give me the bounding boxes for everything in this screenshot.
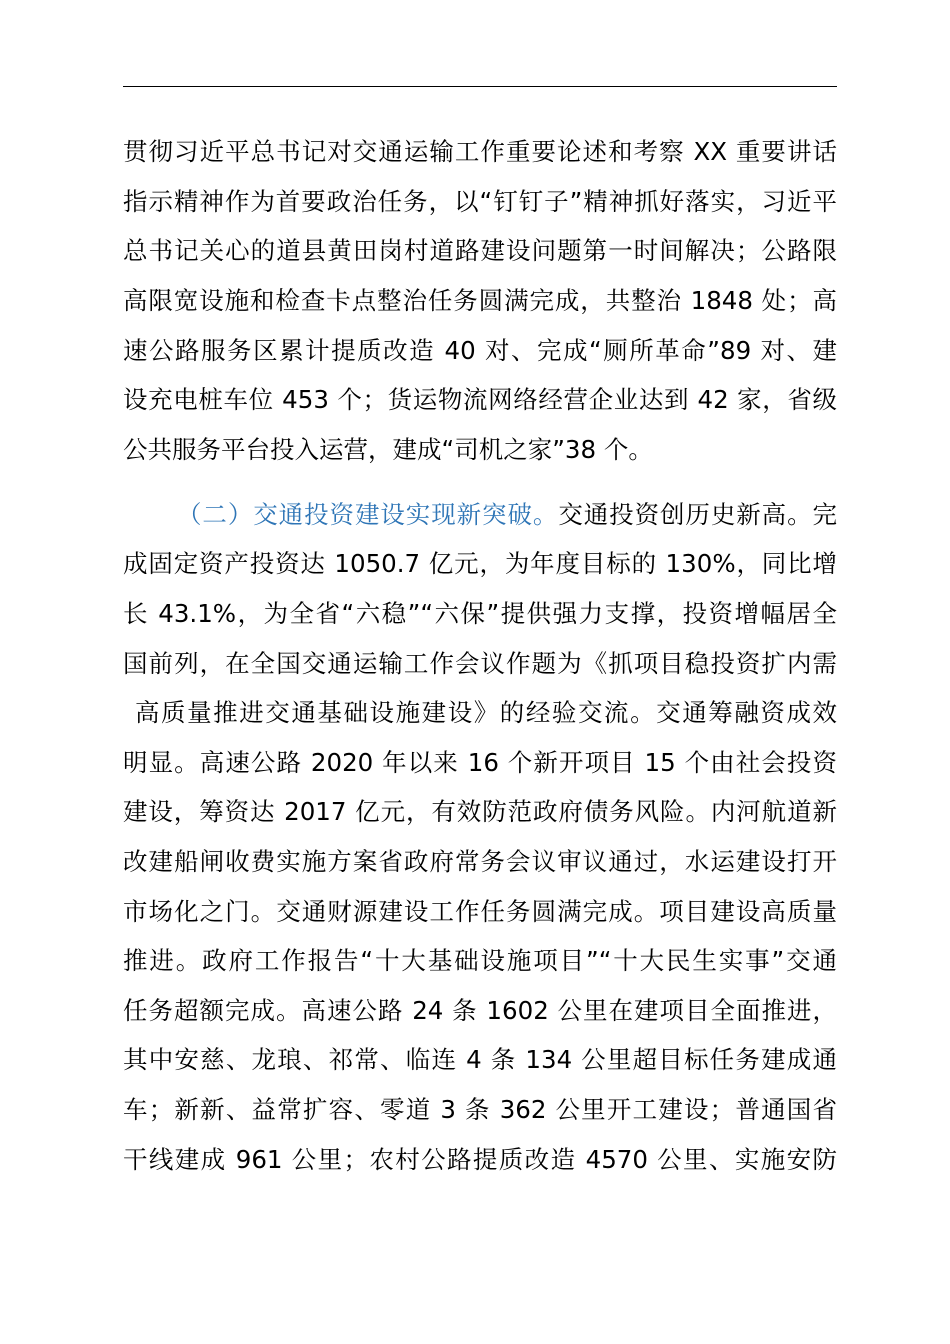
paragraph-1-line: 总书记关心的道县黄田岗村道路建设问题第一时间解决；公路限 [123, 236, 837, 265]
paragraph-2-line: 长 43.1%，为全省“六稳”“六保”提供强力支撑，投资增幅居全 [123, 599, 837, 628]
section-heading: （二）交通投资建设实现新突破。 [177, 500, 559, 529]
header-rule [123, 86, 837, 87]
paragraph-2-line: 国前列，在全国交通运输工作会议作题为《抓项目稳投资扩内需 [123, 649, 837, 678]
paragraph-2-line: 市场化之门。交通财源建设工作任务圆满完成。项目建设高质量 [123, 897, 837, 926]
paragraph-2-line: 成固定资产投资达 1050.7 亿元，为年度目标的 130%，同比增 [123, 549, 837, 578]
paragraph-2-line: 车；新新、益常扩容、零道 3 条 362 公里开工建设；普通国省 [123, 1095, 837, 1124]
paragraph-2-line: 建设，筹资达 2017 亿元，有效防范政府债务风险。内河航道新 [123, 797, 837, 826]
paragraph-2-line: 推进。政府工作报告“十大基础设施项目”“十大民生实事”交通 [123, 946, 837, 975]
paragraph-2-line: 高质量推进交通基础设施建设》的经验交流。交通筹融资成效 [135, 698, 837, 727]
paragraph-2-line: 改建船闸收费实施方案省政府常务会议审议通过，水运建设打开 [123, 847, 837, 876]
paragraph-2-line: 明显。高速公路 2020 年以来 16 个新开项目 15 个由社会投资 [123, 748, 837, 777]
paragraph-2-line: 干线建成 961 公里；农村公路提质改造 4570 公里、实施安防 [123, 1145, 837, 1174]
paragraph-1-line: 速公路服务区累计提质改造 40 对、完成“厕所革命”89 对、建 [123, 336, 837, 365]
paragraph-2-line: 其中安慈、龙琅、祁常、临连 4 条 134 公里超目标任务建成通 [123, 1045, 837, 1074]
paragraph-2-first-line-text: 交通投资创历史新高。完 [558, 500, 838, 529]
paragraph-2-line: 任务超额完成。高速公路 24 条 1602 公里在建项目全面推进， [123, 996, 837, 1025]
paragraph-2-first-line [177, 500, 837, 530]
paragraph-1-line: 设充电桩车位 453 个；货运物流网络经营企业达到 42 家，省级 [123, 385, 837, 414]
paragraph-1-line: 高限宽设施和检查卡点整治任务圆满完成，共整治 1848 处；高 [123, 286, 837, 315]
paragraph-1-line: 公共服务平台投入运营，建成“司机之家”38 个。 [123, 435, 653, 464]
paragraph-1-line: 贯彻习近平总书记对交通运输工作重要论述和考察 XX 重要讲话 [123, 137, 837, 166]
paragraph-1-line: 指示精神作为首要政治任务，以“钉钉子”精神抓好落实，习近平 [123, 187, 837, 216]
